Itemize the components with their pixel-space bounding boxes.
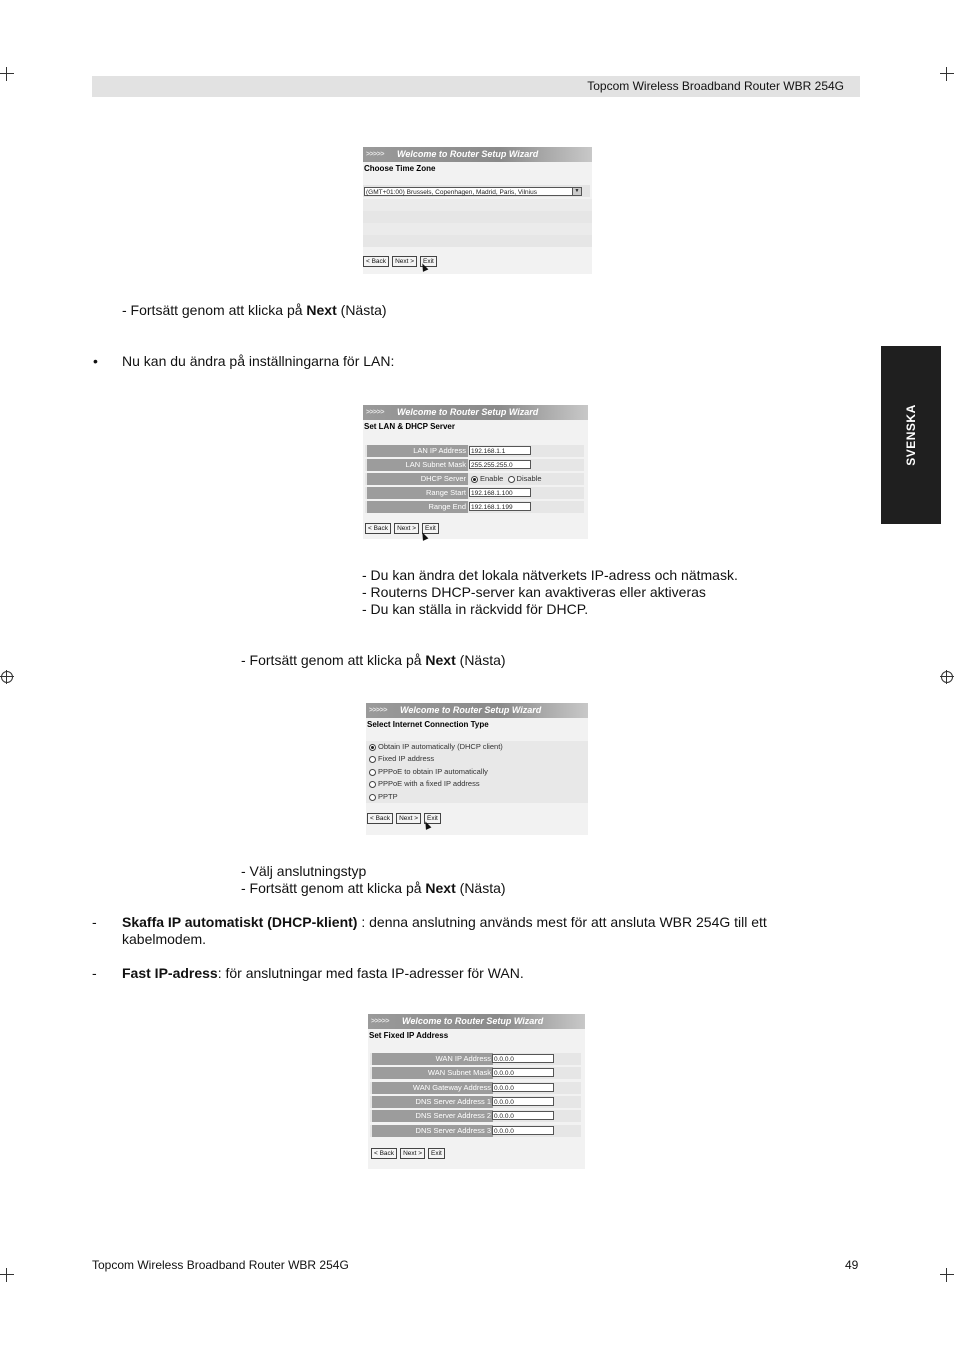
chevron-down-icon: ▼ — [572, 188, 581, 195]
dhcp-disable-radio[interactable] — [508, 476, 515, 483]
footer-title: Topcom Wireless Broadband Router WBR 254G — [92, 1258, 349, 1272]
connection-option[interactable]: Obtain IP automatically (DHCP client) — [369, 742, 503, 752]
instruction-next-3: - Fortsätt genom att klicka på Next (Nästa) — [241, 880, 506, 896]
wizard-buttons — [371, 1148, 445, 1159]
item-dash: - — [92, 914, 97, 930]
wan-row: WAN Subnet Mask 0.0.0.0 — [370, 1067, 581, 1079]
connection-option[interactable]: PPPoE to obtain IP automatically — [369, 767, 488, 777]
fixed-ip-description: Fast IP-adress: för anslutningar med fasta IP-adresser för WAN. — [122, 965, 524, 981]
exit-button[interactable]: Exit — [422, 523, 439, 534]
bullet-mark: • — [93, 353, 98, 369]
crop-mark — [940, 1268, 954, 1282]
registration-mark — [940, 670, 954, 684]
wan-row: DNS Server Address 3 0.0.0.0 — [370, 1125, 581, 1137]
page-number: 49 — [845, 1258, 859, 1272]
wan-gateway-input[interactable]: 0.0.0.0 — [492, 1083, 554, 1092]
wizard-buttons — [365, 523, 439, 534]
dhcp-client-description-cont: kabelmodem. — [122, 931, 207, 947]
wizard-subtitle: Select Internet Connection Type — [367, 720, 489, 729]
wizard-subtitle: Set LAN & DHCP Server — [364, 422, 455, 431]
wizard-subtitle: Choose Time Zone — [364, 164, 436, 173]
wizard-subtitle: Set Fixed IP Address — [369, 1031, 449, 1040]
radio[interactable] — [369, 794, 376, 801]
lan-note-2: - Routerns DHCP-server kan avaktiveras eller aktiveras — [362, 584, 706, 600]
language-tab — [881, 346, 941, 524]
radio[interactable] — [369, 769, 376, 776]
wan-subnet-input[interactable]: 0.0.0.0 — [492, 1068, 554, 1077]
exit-button[interactable]: Exit — [420, 256, 437, 267]
wizard-header: >>>>> Welcome to Router Setup Wizard — [368, 1014, 585, 1029]
choose-connection-text: - Välj anslutningstyp — [241, 863, 367, 879]
wizard-header: >>>>> Welcome to Router Setup Wizard — [363, 147, 592, 162]
wizard-buttons — [367, 813, 441, 824]
next-button[interactable]: Next > — [394, 523, 419, 534]
crop-mark — [940, 67, 954, 81]
page-header — [92, 76, 860, 97]
dhcp-enable-radio[interactable] — [471, 476, 478, 483]
lan-ip-input[interactable]: 192.168.1.1 — [469, 446, 531, 455]
back-button[interactable]: < Back — [367, 813, 393, 824]
wizard-screenshot-connection-type — [366, 703, 588, 835]
radio[interactable] — [369, 756, 376, 763]
header-title: Topcom Wireless Broadband Router WBR 254G — [587, 79, 844, 93]
registration-mark — [0, 670, 14, 684]
lan-note-3: - Du kan ställa in räckvidd för DHCP. — [362, 601, 589, 617]
instruction-next-2: - Fortsätt genom att klicka på Next (Nästa) — [241, 652, 506, 668]
back-button[interactable]: < Back — [363, 256, 389, 267]
wan-ip-input[interactable]: 0.0.0.0 — [492, 1054, 554, 1063]
exit-button[interactable]: Exit — [428, 1148, 445, 1159]
crop-mark — [0, 67, 14, 81]
dhcp-server-options: Enable Disable — [471, 473, 542, 485]
dns1-input[interactable]: 0.0.0.0 — [492, 1097, 554, 1106]
lan-row: LAN IP Address 192.168.1.1 — [365, 445, 584, 457]
dns2-input[interactable]: 0.0.0.0 — [492, 1111, 554, 1120]
radio[interactable] — [369, 781, 376, 788]
wizard-screenshot-fixed-ip — [368, 1014, 585, 1169]
radio-selected[interactable] — [369, 744, 376, 751]
dhcp-client-description: Skaffa IP automatiskt (DHCP-klient) : denna anslutning används mest för att ansluta WBR 254G till ett — [122, 914, 767, 930]
lan-row: LAN Subnet Mask 255.255.255.0 — [365, 459, 584, 471]
instruction-next-1: - Fortsätt genom att klicka på Next (Nästa) — [122, 302, 387, 318]
connection-option[interactable]: Fixed IP address — [369, 754, 434, 764]
wizard-header: >>>>> Welcome to Router Setup Wizard — [366, 703, 588, 718]
lan-subnet-input[interactable]: 255.255.255.0 — [469, 460, 531, 469]
crop-mark — [0, 1268, 14, 1282]
connection-option[interactable]: PPPoE with a fixed IP address — [369, 779, 480, 789]
wizard-header: >>>>> Welcome to Router Setup Wizard — [363, 405, 588, 420]
range-end-input[interactable]: 192.168.1.199 — [469, 502, 531, 511]
wan-row: DNS Server Address 1 0.0.0.0 — [370, 1096, 581, 1108]
exit-button[interactable]: Exit — [424, 813, 441, 824]
wizard-screenshot-timezone — [363, 147, 592, 274]
next-button[interactable]: Next > — [396, 813, 421, 824]
dns3-input[interactable]: 0.0.0.0 — [492, 1126, 554, 1135]
next-button[interactable]: Next > — [400, 1148, 425, 1159]
connection-option[interactable]: PPTP — [369, 792, 398, 802]
lan-note-1: - Du kan ändra det lokala nätverkets IP-adress och nätmask. — [362, 567, 738, 583]
lan-settings-intro: Nu kan du ändra på inställningarna för LAN: — [122, 353, 395, 369]
wizard-screenshot-lan — [363, 405, 588, 539]
wan-row: WAN Gateway Address 0.0.0.0 — [370, 1082, 581, 1094]
range-start-input[interactable]: 192.168.1.100 — [469, 488, 531, 497]
next-button[interactable]: Next > — [392, 256, 417, 267]
item-dash: - — [92, 965, 97, 981]
language-tab-label: SVENSKA — [904, 404, 918, 466]
lan-row: Range Start 192.168.1.100 — [365, 487, 584, 499]
wan-row: DNS Server Address 2 0.0.0.0 — [370, 1110, 581, 1122]
back-button[interactable]: < Back — [371, 1148, 397, 1159]
lan-row: DHCP Server Enable Disable — [365, 473, 584, 485]
timezone-select[interactable]: (GMT+01:00) Brussels, Copenhagen, Madrid, Paris, Vilnius ▼ — [364, 187, 582, 196]
back-button[interactable]: < Back — [365, 523, 391, 534]
wan-row: WAN IP Address 0.0.0.0 — [370, 1053, 581, 1065]
lan-row: Range End 192.168.1.199 — [365, 501, 584, 513]
